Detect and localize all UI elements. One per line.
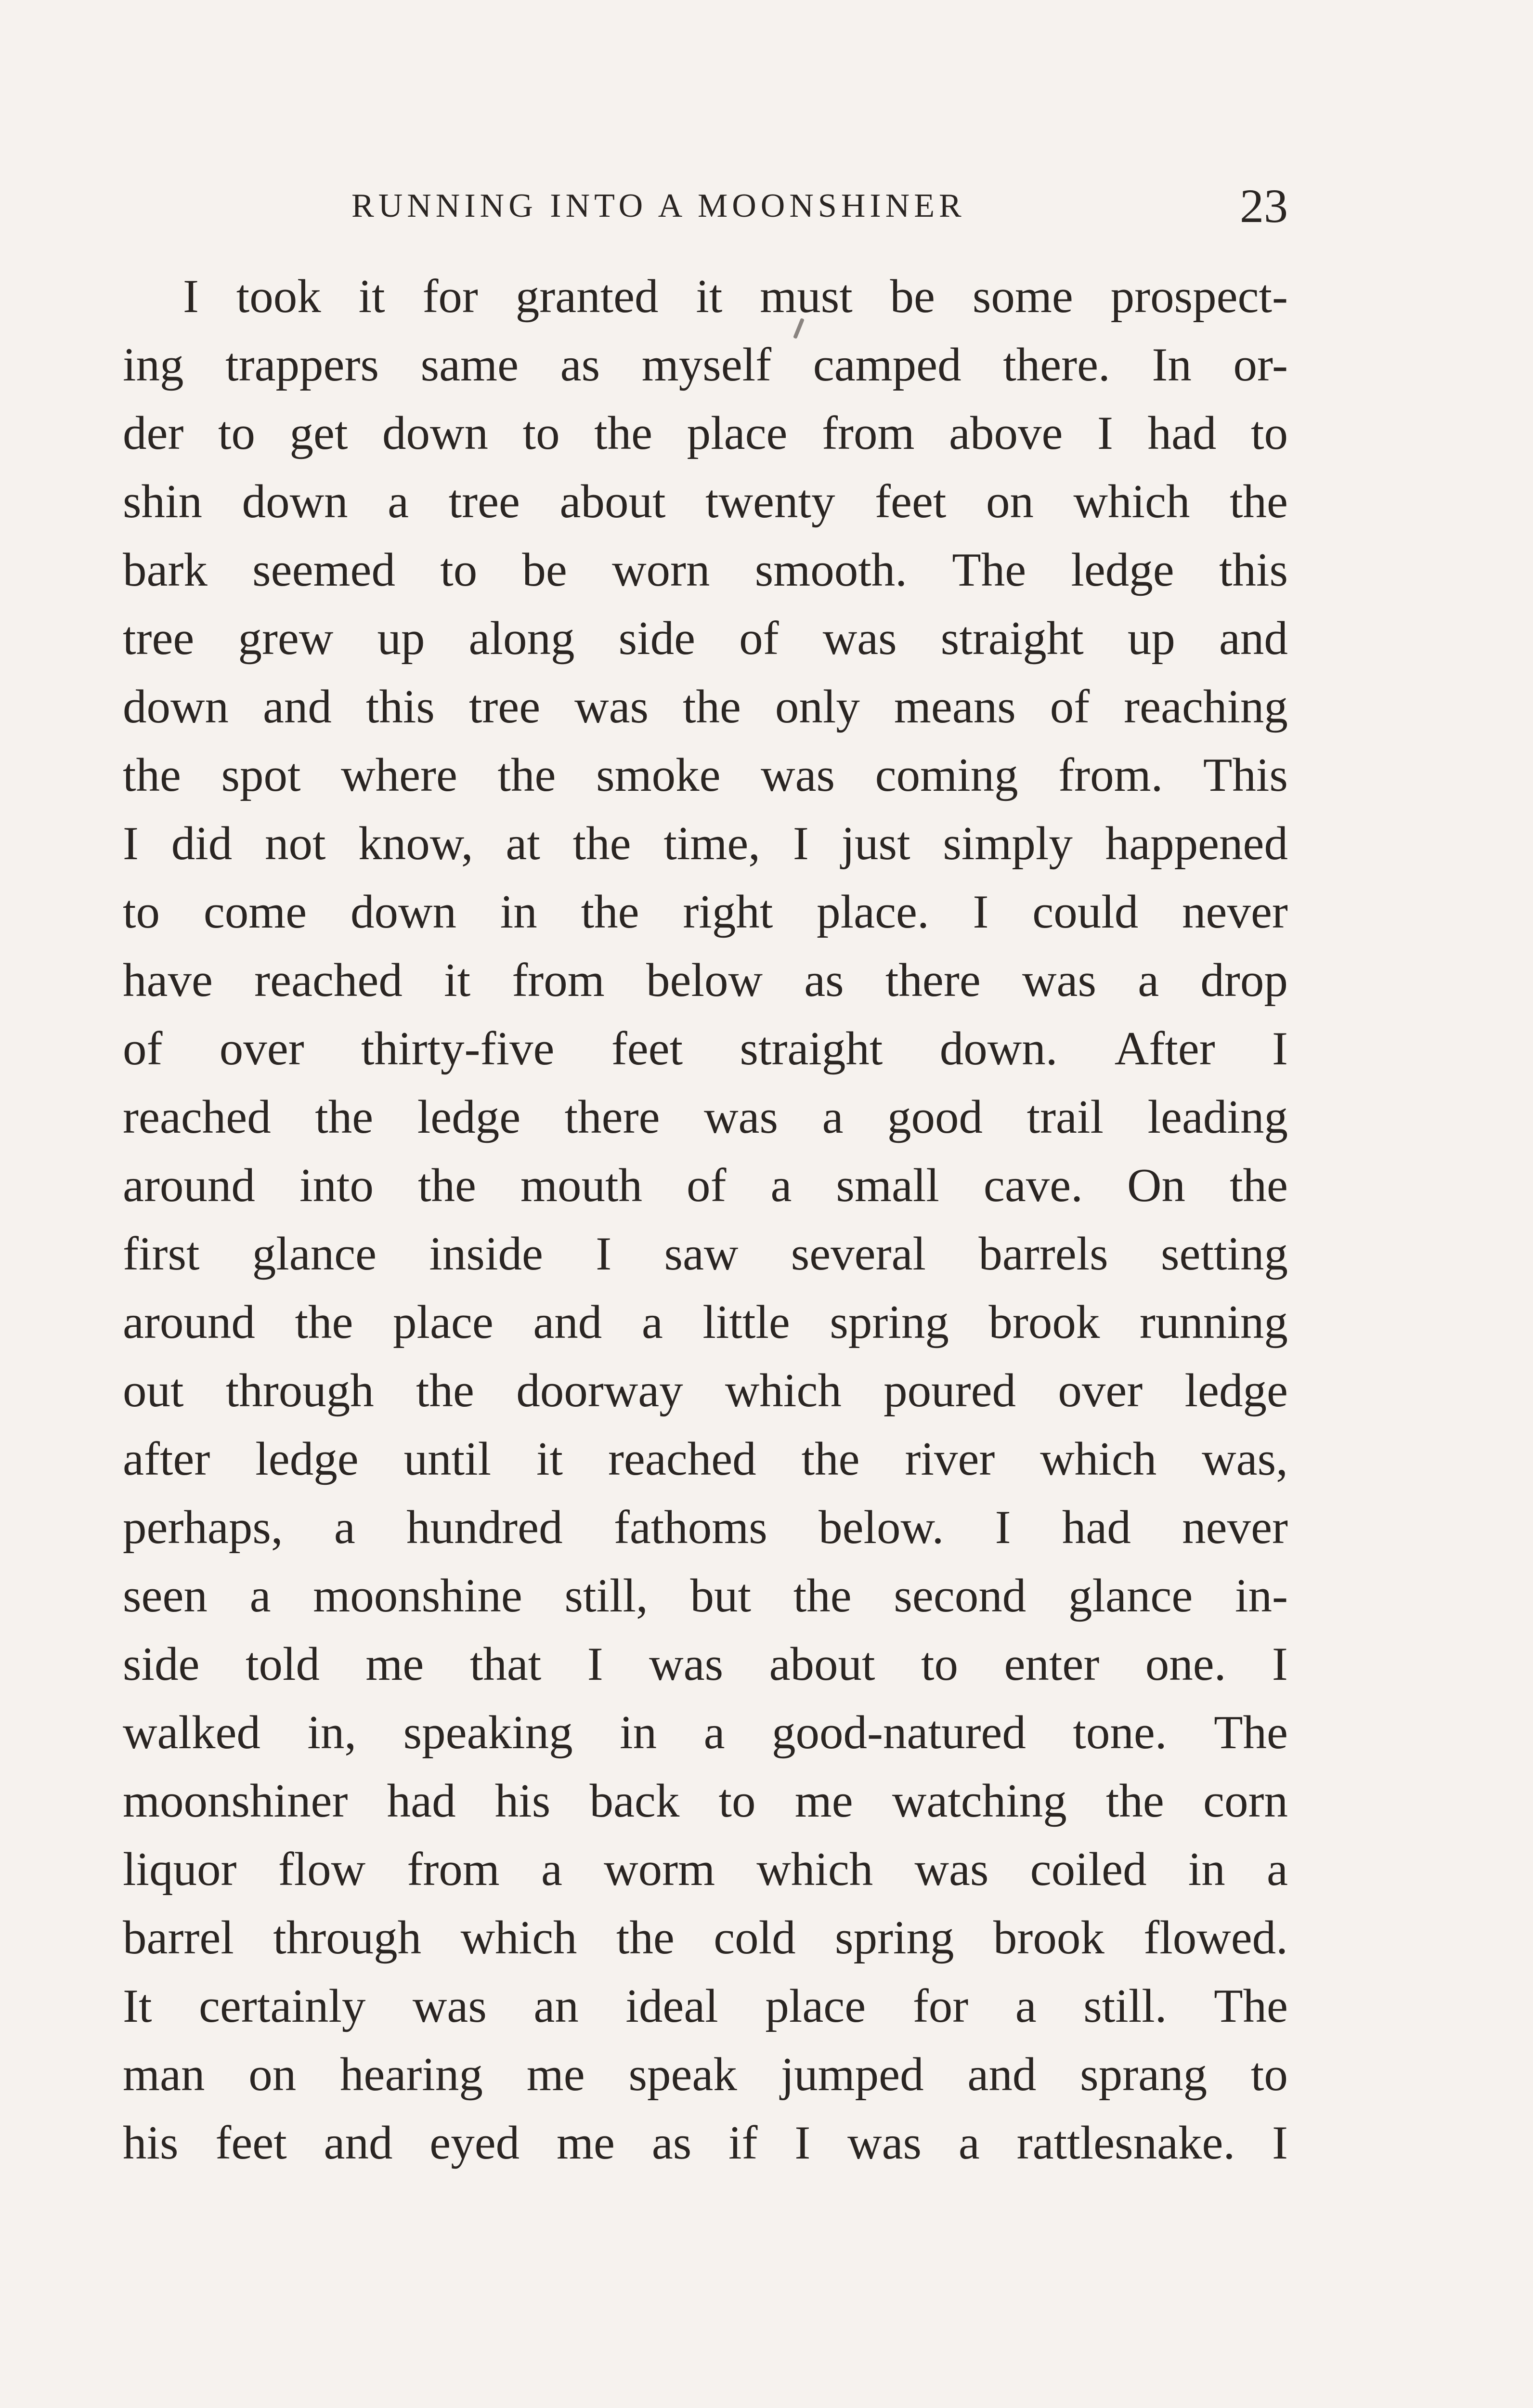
text-line — [123, 1083, 1288, 1152]
word: around — [123, 1159, 255, 1212]
word: a — [1138, 954, 1159, 1007]
word: not — [265, 817, 326, 870]
word: a — [249, 1570, 271, 1622]
word: never — [1182, 886, 1288, 938]
word: I — [973, 886, 989, 938]
word: seemed — [252, 544, 395, 596]
word: this — [1219, 544, 1288, 596]
text-line — [123, 1152, 1288, 1220]
text-line — [123, 1288, 1288, 1357]
word: poured — [883, 1364, 1016, 1417]
word: was — [914, 1843, 989, 1896]
word: means — [894, 681, 1016, 733]
word: setting — [1161, 1228, 1288, 1280]
word: above — [949, 407, 1063, 459]
word: was — [574, 681, 649, 733]
word: it — [536, 1433, 563, 1485]
word: after — [123, 1433, 210, 1485]
word: below. — [818, 1501, 944, 1554]
word: and — [967, 2048, 1037, 2101]
word: happened — [1105, 817, 1288, 870]
word: through — [225, 1364, 374, 1417]
word: from. — [1058, 749, 1163, 801]
word: speaking — [403, 1706, 573, 1759]
word: the — [616, 1911, 675, 1964]
word: reached — [123, 1091, 271, 1143]
word: his — [494, 1775, 551, 1827]
word: had — [387, 1775, 456, 1827]
word: still, — [564, 1570, 648, 1622]
word: but — [690, 1570, 751, 1622]
word: I — [183, 270, 199, 323]
word: ing — [123, 339, 184, 391]
word: down — [351, 886, 456, 938]
word: around — [123, 1296, 255, 1348]
word: I — [995, 1501, 1011, 1554]
word: and — [262, 681, 332, 733]
word: feet — [875, 475, 947, 528]
page-number: 23 — [1240, 179, 1288, 233]
text-line — [123, 536, 1288, 604]
word: the — [594, 407, 653, 459]
word: reached — [608, 1433, 756, 1485]
word: trappers — [225, 339, 379, 391]
text-line — [123, 1562, 1288, 1630]
word: coming — [875, 749, 1018, 801]
word: which — [756, 1843, 873, 1896]
word: tree — [123, 612, 195, 665]
word: cold — [714, 1911, 796, 1964]
word: me — [557, 2117, 615, 2169]
word: river — [905, 1433, 995, 1485]
text-line — [123, 1357, 1288, 1425]
text-line — [123, 468, 1288, 536]
word: only — [775, 681, 860, 733]
word: and — [533, 1296, 602, 1348]
word: eyed — [429, 2117, 520, 2169]
running-title: RUNNING INTO A MOONSHINER — [351, 187, 966, 224]
word: corn — [1203, 1775, 1288, 1827]
word: which — [1073, 475, 1190, 528]
word: on — [986, 475, 1034, 528]
word: the — [416, 1364, 474, 1417]
word: to — [218, 407, 255, 459]
word: seen — [123, 1570, 208, 1622]
text-line — [123, 331, 1288, 399]
word: shin — [123, 475, 203, 528]
word: I — [1272, 1022, 1288, 1075]
word: grew — [238, 612, 334, 665]
word: I — [1272, 1638, 1288, 1690]
word: The — [1214, 1706, 1288, 1759]
word: watching — [892, 1775, 1067, 1827]
word: barrel — [123, 1911, 234, 1964]
word: After — [1114, 1022, 1215, 1075]
word: the — [497, 749, 556, 801]
word: come — [203, 886, 307, 938]
word: be — [522, 544, 567, 596]
word: thirty-five — [361, 1022, 555, 1075]
word: worm — [604, 1843, 715, 1896]
word: about — [769, 1638, 875, 1690]
word: the — [123, 749, 181, 801]
word: bark — [123, 544, 208, 596]
word: reached — [254, 954, 403, 1007]
word: side — [123, 1638, 200, 1690]
word: place — [687, 407, 788, 459]
word: of — [686, 1159, 727, 1212]
word: I — [794, 2117, 811, 2169]
text-line — [123, 1835, 1288, 1904]
word: enter — [1004, 1638, 1100, 1690]
word: as — [560, 339, 600, 391]
word: time, — [663, 817, 761, 870]
word: be — [890, 270, 935, 323]
word: hundred — [406, 1501, 563, 1554]
word: to — [123, 886, 160, 938]
word: tone. — [1073, 1706, 1167, 1759]
word: there — [885, 954, 981, 1007]
word: had — [1062, 1501, 1131, 1554]
word: back — [589, 1775, 680, 1827]
word: was — [704, 1091, 779, 1143]
word: flow — [278, 1843, 366, 1896]
text-line — [123, 1767, 1288, 1835]
word: from — [822, 407, 915, 459]
word: the — [315, 1091, 374, 1143]
word: a — [641, 1296, 663, 1348]
word: me — [365, 1638, 424, 1690]
word: the — [1105, 1775, 1164, 1827]
word: fathoms — [613, 1501, 767, 1554]
word: rattlesnake. — [1016, 2117, 1235, 2169]
word: simply — [943, 817, 1073, 870]
word: the — [417, 1159, 476, 1212]
word: spring — [830, 1296, 949, 1348]
text-line — [123, 1493, 1288, 1562]
word: trail — [1026, 1091, 1104, 1143]
word: to — [440, 544, 478, 596]
word: from — [512, 954, 605, 1007]
word: coiled — [1030, 1843, 1147, 1896]
word: below — [646, 954, 763, 1007]
text-line — [123, 399, 1288, 468]
word: certainly — [199, 1980, 366, 2032]
word: just — [841, 817, 910, 870]
word: know, — [358, 817, 473, 870]
word: myself — [641, 339, 772, 391]
word: ideal — [625, 1980, 718, 2032]
word: the — [793, 1570, 852, 1622]
word: sprang — [1080, 2048, 1208, 2101]
word: a — [388, 475, 409, 528]
word: good — [887, 1091, 983, 1143]
word: granted — [515, 270, 659, 323]
word: der — [123, 407, 184, 459]
word: from — [407, 1843, 500, 1896]
word: place. — [817, 886, 929, 938]
word: in, — [307, 1706, 357, 1759]
word: could — [1032, 886, 1139, 938]
word: a — [703, 1706, 725, 1759]
text-line — [123, 1972, 1288, 2041]
word: barrels — [978, 1228, 1108, 1280]
word: spring — [835, 1911, 954, 1964]
text-line — [123, 946, 1288, 1015]
word: reaching — [1124, 681, 1288, 733]
word: straight — [740, 1022, 883, 1075]
word: little — [702, 1296, 790, 1348]
word: one. — [1145, 1638, 1226, 1690]
word: to — [718, 1775, 756, 1827]
word: was — [1022, 954, 1096, 1007]
word: tree — [468, 681, 541, 733]
word: I — [596, 1228, 612, 1280]
word: and — [324, 2117, 393, 2169]
word: running — [1139, 1296, 1288, 1348]
word: It — [123, 1980, 152, 2032]
text-line — [123, 604, 1288, 673]
word: must — [760, 270, 853, 323]
word: small — [836, 1159, 939, 1212]
word: place — [765, 1980, 866, 2032]
word: the — [572, 817, 631, 870]
word: saw — [664, 1228, 739, 1280]
word: took — [236, 270, 321, 323]
text-line — [123, 1699, 1288, 1767]
word: the — [1230, 1159, 1288, 1212]
running-head — [123, 178, 1288, 236]
word: over — [1058, 1364, 1143, 1417]
word: walked — [123, 1706, 260, 1759]
word: jumped — [780, 2048, 924, 2101]
word: and — [1219, 612, 1288, 665]
word: a — [541, 1843, 562, 1896]
word: brook — [988, 1296, 1100, 1348]
word: if — [728, 2117, 758, 2169]
word: straight — [940, 612, 1084, 665]
word: as — [651, 2117, 692, 2169]
word: same — [420, 339, 519, 391]
word: feet — [611, 1022, 683, 1075]
word: or- — [1233, 339, 1288, 391]
word: ledge — [417, 1091, 521, 1143]
word: there. — [1003, 339, 1110, 391]
word: down — [382, 407, 489, 459]
word: the — [801, 1433, 860, 1485]
word: for — [422, 270, 478, 323]
word: to — [522, 407, 560, 459]
word: was — [412, 1980, 487, 2032]
word: into — [299, 1159, 374, 1212]
word: in — [500, 886, 537, 938]
word: down. — [939, 1022, 1058, 1075]
word: up — [1127, 612, 1175, 665]
text-line — [123, 2109, 1288, 2177]
word: it — [696, 270, 723, 323]
word: first — [123, 1228, 200, 1280]
word: I — [1097, 407, 1113, 459]
word: second — [894, 1570, 1026, 1622]
word: was — [649, 1638, 724, 1690]
word: me — [794, 1775, 853, 1827]
word: a — [334, 1501, 355, 1554]
word: liquor — [123, 1843, 237, 1896]
word: that — [469, 1638, 542, 1690]
text-line — [123, 2041, 1288, 2109]
word: as — [804, 954, 844, 1007]
word: a — [958, 2117, 980, 2169]
word: along — [468, 612, 575, 665]
word: In — [1152, 339, 1192, 391]
word: a — [1015, 1980, 1037, 2032]
word: several — [791, 1228, 926, 1280]
word: twenty — [705, 475, 835, 528]
word: side — [618, 612, 696, 665]
word: I — [792, 817, 809, 870]
word: glance — [1068, 1570, 1193, 1622]
word: to — [1250, 2048, 1288, 2101]
word: drop — [1200, 954, 1288, 1007]
word: over — [219, 1022, 304, 1075]
word: in — [620, 1706, 657, 1759]
word: his — [123, 2117, 179, 2169]
word: a — [770, 1159, 792, 1212]
word: to — [1250, 407, 1288, 459]
word: I — [587, 1638, 603, 1690]
word: The — [952, 544, 1026, 596]
word: feet — [215, 2117, 287, 2169]
word: tree — [448, 475, 520, 528]
word: to — [921, 1638, 958, 1690]
word: This — [1203, 749, 1288, 801]
word: the — [295, 1296, 353, 1348]
word: glance — [252, 1228, 377, 1280]
word: did — [171, 817, 233, 870]
word: there — [564, 1091, 660, 1143]
word: smoke — [596, 749, 721, 801]
word: had — [1147, 407, 1217, 459]
word: was — [822, 612, 897, 665]
word: in — [1188, 1843, 1225, 1896]
word: inside — [429, 1228, 543, 1280]
word: was — [847, 2117, 922, 2169]
word: speak — [628, 2048, 737, 2101]
word: leading — [1147, 1091, 1288, 1143]
word: in- — [1235, 1570, 1288, 1622]
word: a — [1267, 1843, 1288, 1896]
text-line — [123, 262, 1288, 331]
word: hearing — [340, 2048, 483, 2101]
word: out — [123, 1364, 184, 1417]
word: of — [1050, 681, 1090, 733]
word: this — [365, 681, 435, 733]
word: moonshine — [313, 1570, 522, 1622]
word: it — [444, 954, 471, 1007]
word: told — [245, 1638, 320, 1690]
word: the — [581, 886, 639, 938]
text-line — [123, 1630, 1288, 1699]
text-line — [123, 1015, 1288, 1083]
word: it — [358, 270, 385, 323]
text-line — [123, 810, 1288, 878]
word: was, — [1202, 1433, 1288, 1485]
word: camped — [813, 339, 961, 391]
word: prospect- — [1110, 270, 1288, 323]
text-line — [123, 741, 1288, 810]
word: The — [1214, 1980, 1288, 2032]
word: I — [1272, 2117, 1288, 2169]
word: mouth — [520, 1159, 642, 1212]
word: of — [123, 1022, 163, 1075]
word: a — [822, 1091, 844, 1143]
word: perhaps, — [123, 1501, 283, 1554]
word: man — [123, 2048, 205, 2101]
word: right — [683, 886, 773, 938]
word: me — [526, 2048, 585, 2101]
word: of — [739, 612, 779, 665]
word: about — [559, 475, 666, 528]
word: ledge — [1184, 1364, 1288, 1417]
word: was — [761, 749, 835, 801]
word: doorway — [516, 1364, 683, 1417]
word: which — [725, 1364, 842, 1417]
word: where — [341, 749, 457, 801]
word: On — [1127, 1159, 1186, 1212]
word: moonshiner — [123, 1775, 348, 1827]
word: I — [123, 817, 139, 870]
word: until — [403, 1433, 492, 1485]
word: which — [1040, 1433, 1157, 1485]
word: place — [392, 1296, 494, 1348]
text-line — [123, 1904, 1288, 1972]
text-line — [123, 673, 1288, 741]
word: never — [1182, 1501, 1288, 1554]
word: ledge — [1071, 544, 1174, 596]
word: at — [506, 817, 540, 870]
word: brook — [993, 1911, 1104, 1964]
word: up — [377, 612, 425, 665]
word: get — [289, 407, 348, 459]
body-text — [123, 262, 1288, 2177]
word: flowed. — [1143, 1911, 1288, 1964]
word: have — [123, 954, 213, 1007]
text-line — [123, 878, 1288, 946]
text-line — [123, 1425, 1288, 1493]
word: which — [460, 1911, 577, 1964]
word: the — [683, 681, 741, 733]
word: for — [912, 1980, 969, 2032]
word: good-natured — [772, 1706, 1026, 1759]
word: down — [242, 475, 348, 528]
text-line — [123, 1220, 1288, 1288]
word: smooth. — [754, 544, 908, 596]
word: the — [1230, 475, 1288, 528]
word: ledge — [255, 1433, 359, 1485]
word: still. — [1083, 1980, 1167, 2032]
word: an — [533, 1980, 579, 2032]
word: down — [123, 681, 229, 733]
word: worn — [612, 544, 710, 596]
word: spot — [221, 749, 301, 801]
word: through — [273, 1911, 422, 1964]
word: cave. — [983, 1159, 1083, 1212]
word: some — [972, 270, 1073, 323]
word: on — [248, 2048, 297, 2101]
